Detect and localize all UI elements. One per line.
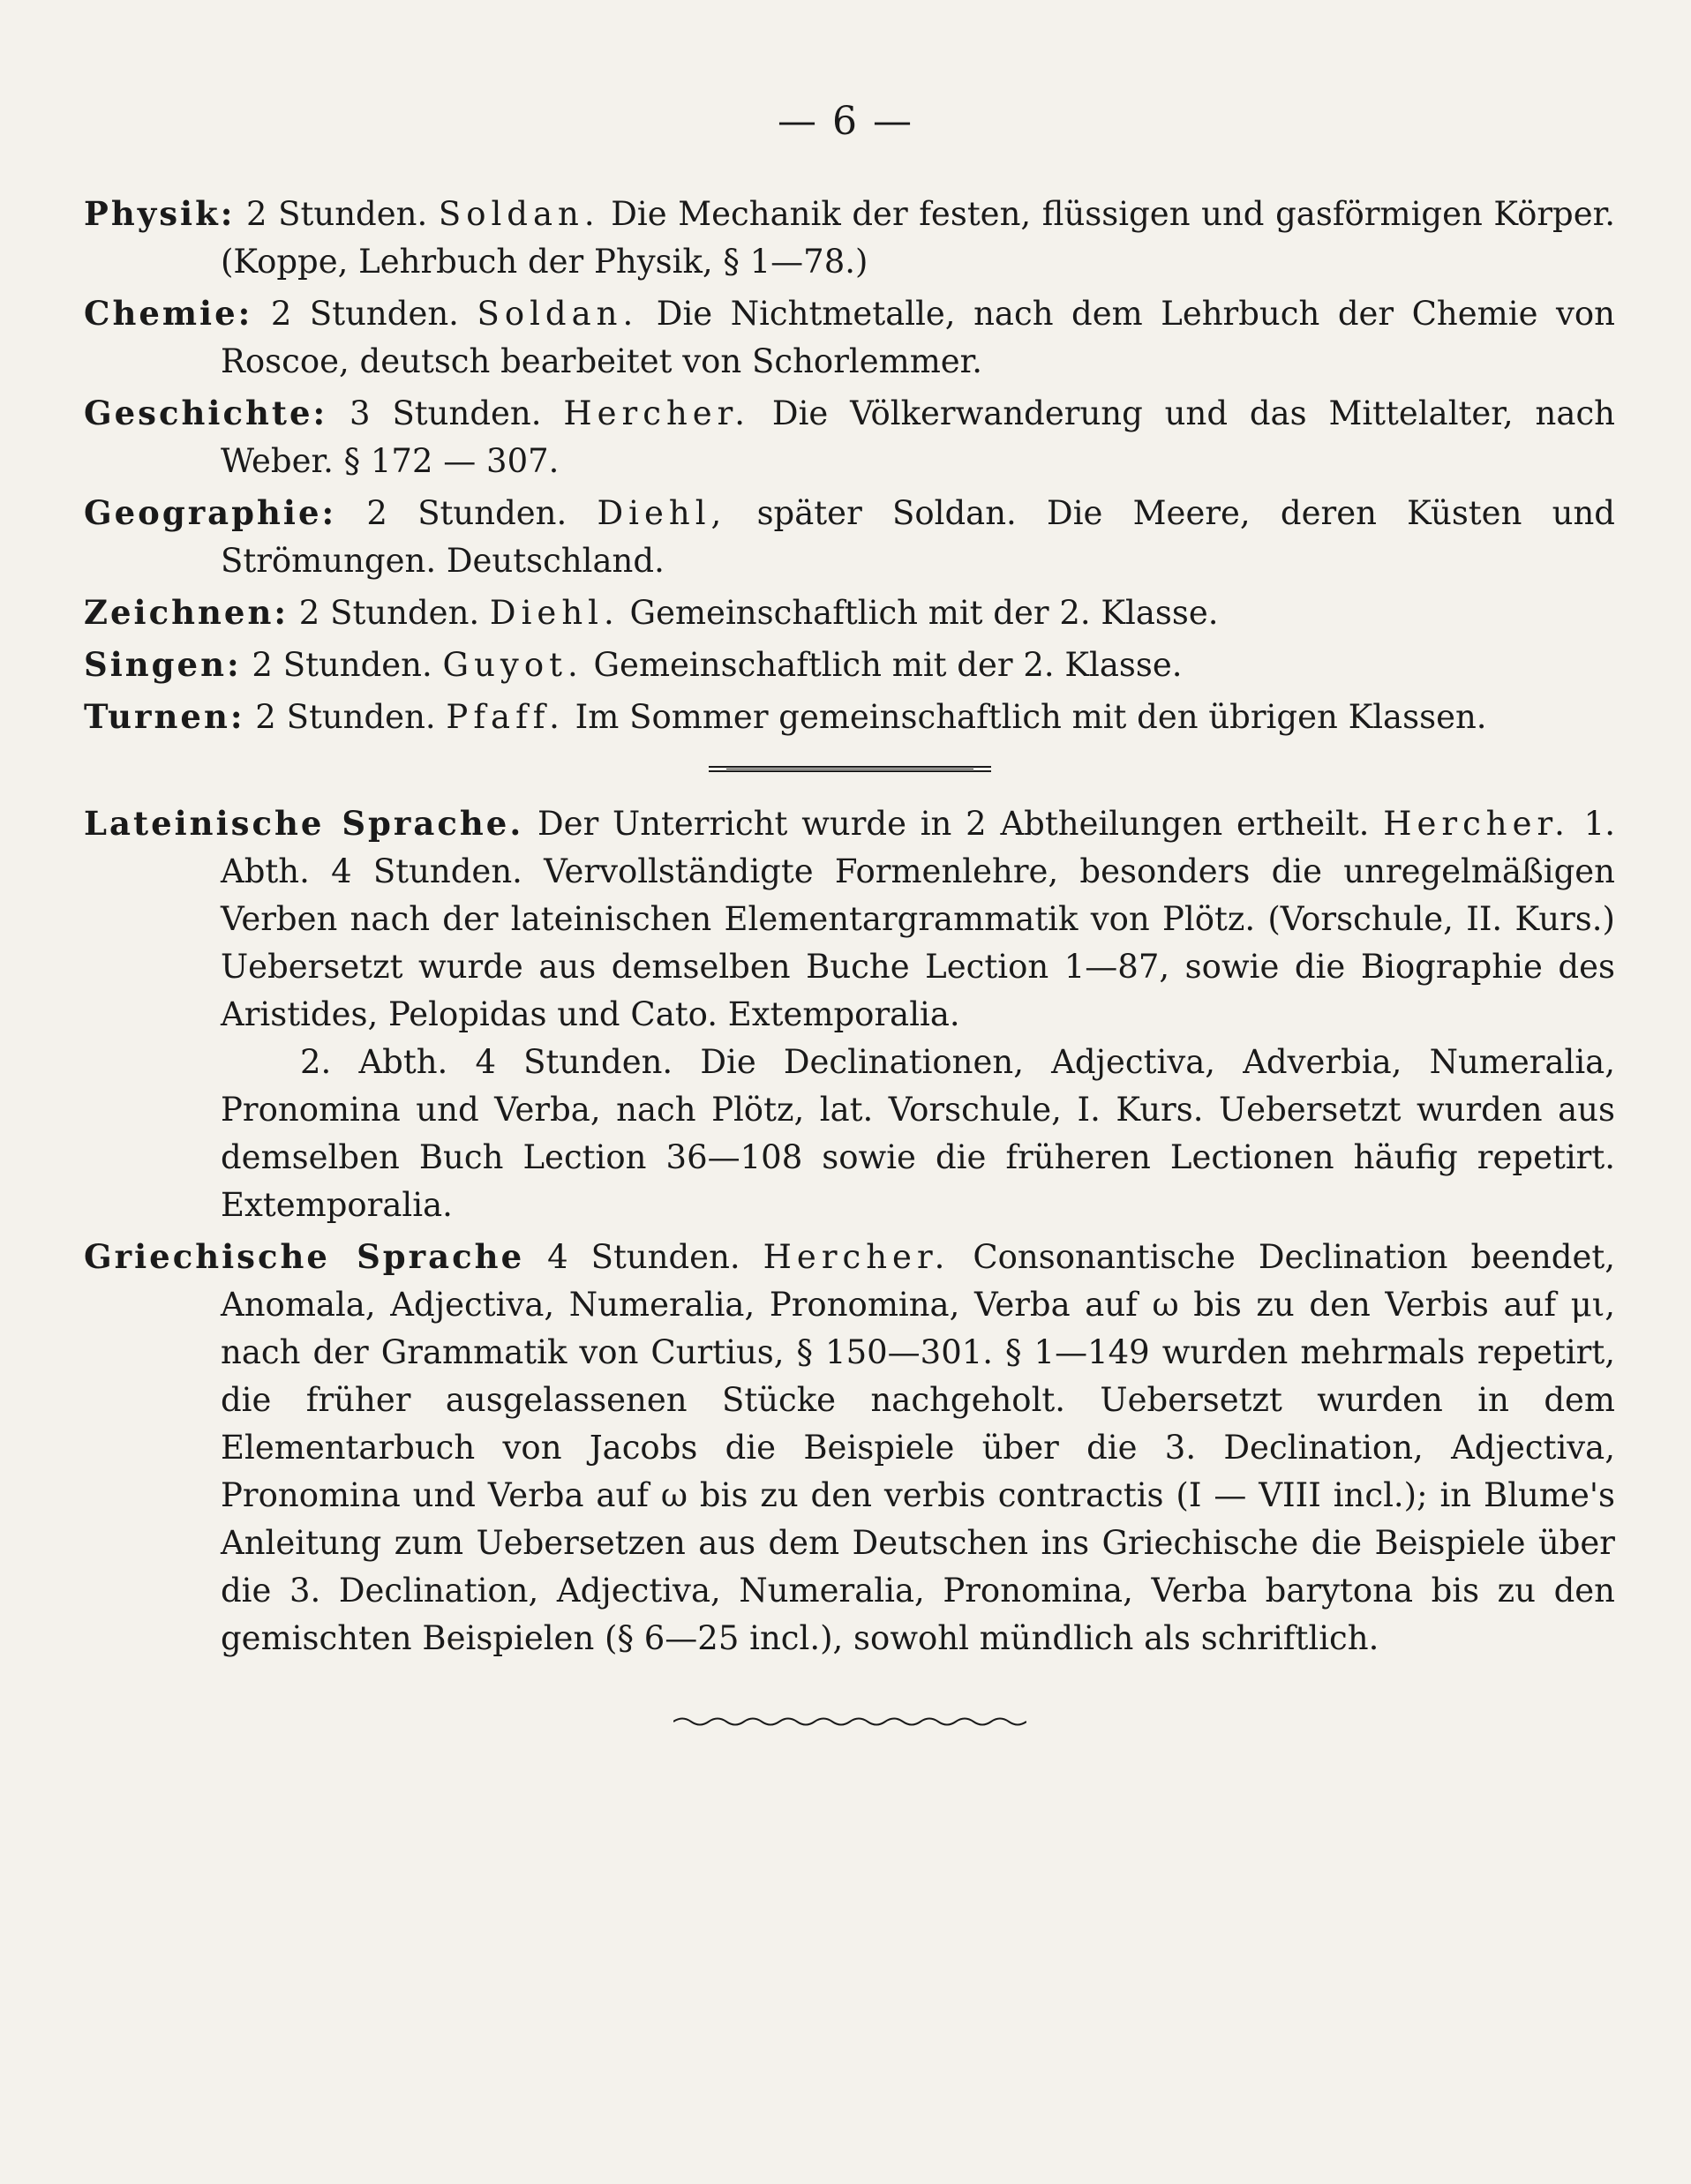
page-content [84, 190, 1615, 1730]
page-number: — 6 — [778, 99, 913, 144]
teacher-name: Hercher. [563, 394, 751, 432]
teacher-name: Diehl. [489, 594, 620, 632]
entry-text: später Soldan. Die Meere, deren Küsten und Strömungen. Deutschland. [221, 494, 1615, 580]
entry-text: Die Mechanik der festen, flüssigen und gasförmigen Körper. (Koppe, Lehrbuch der Physik, § 1—78.) [221, 195, 1616, 281]
subject-label: Geographie: [84, 493, 337, 532]
entry-zeichnen [84, 589, 1615, 637]
entry-text: Im Sommer gemeinschaftlich mit den übrigen Klassen. [564, 698, 1487, 736]
entry-text: Die Nichtmetalle, nach dem Lehrbuch der Chemie von Roscoe, deutsch bearbeitet von Schorlemmer. [221, 295, 1616, 380]
subject-label: Singen: [84, 645, 242, 684]
entry-intro: Der Unterricht wurde in 2 Abtheilungen ertheilt. [523, 805, 1384, 843]
entry-text: 1. Abth. 4 Stunden. Vervollständigte Formenlehre, besonders die unregelmäßigen Verben nach der lateinischen Elementargrammatik von Plötz. (Vorschule, II. Kurs.) Uebersetzt wurde aus demselben Buche Lection 1—87, sowie die Biographie des Aristides, Pelopidas und Cato. Extemporalia. [221, 805, 1615, 1033]
entry-hours: 2 Stunden. [235, 195, 439, 233]
wavy-divider [673, 1714, 1026, 1730]
teacher-name: Hercher. [1383, 805, 1570, 843]
teacher-name: Pfaff. [446, 698, 565, 736]
entry-singen [84, 641, 1615, 689]
teacher-name: Hercher. [763, 1238, 951, 1276]
entry-geographie [84, 489, 1615, 585]
wavy-rule-icon [673, 1714, 1026, 1730]
entry-chemie [84, 289, 1615, 386]
teacher-name: Soldan. [438, 195, 600, 233]
entry-text: Consonantische Declination beendet, Anomala, Adjectiva, Numeralia, Pronomina, Verba auf ω bis zu den Verbis auf μι, nach der Grammatik von Curtius, § 150—301. § 1—149 wurden mehrmals repetirt, die früher ausgelassenen Stücke nachgeholt. Uebersetzt wurden in dem Elementarbuch von Jacobs die Beispiele über die 3. Declination, Adjectiva, Pronomina und Verba auf ω bis zu den verbis contractis (I — VIII incl.); in Blume's Anleitung zum Uebersetzen aus dem Deutschen ins Griechische die Beispiele über die 3. Declination, Adjectiva, Numeralia, Pronomina, Verba barytona bis zu den gemischten Beispielen (§ 6—25 incl.), sowohl mündlich als schriftlich. [221, 1238, 1615, 1657]
subject-label: Zeichnen: [84, 593, 289, 632]
subject-label: Geschichte: [84, 394, 328, 432]
entry-hours: 4 Stunden. [524, 1238, 763, 1276]
entry-griechisch [84, 1233, 1615, 1662]
entry-hours: 2 Stunden. [336, 494, 597, 532]
entry-turnen [84, 693, 1615, 741]
teacher-name: Guyot. [442, 646, 583, 684]
entry-physik [84, 190, 1615, 286]
paragraph-text: 2. Abth. 4 Stunden. Die Declinationen, Adjectiva, Adverbia, Numeralia, Pronomina und Verba, nach Plötz, lat. Vorschule, I. Kurs. Uebersetzt wurden aus demselben Buch Lection 36—108 sowie die früheren Lectionen häufig repetirt. Extemporalia. [221, 1043, 1615, 1224]
entry-latein [84, 799, 1615, 1039]
teacher-name: Soldan. [477, 295, 639, 333]
subject-label: Lateinische Sprache. [84, 804, 524, 843]
divider-rule-icon [709, 761, 991, 777]
entry-hours: 3 Stunden. [327, 394, 564, 432]
entry-hours: 2 Stunden. [244, 698, 447, 736]
entry-hours: 2 Stunden. [289, 594, 490, 632]
subject-label: Chemie: [84, 294, 253, 333]
entry-hours: 2 Stunden. [241, 646, 443, 684]
subject-label: Turnen: [84, 697, 245, 736]
section-divider [709, 761, 991, 777]
teacher-name: Diehl, [597, 494, 727, 532]
entry-hours: 2 Stunden. [252, 295, 477, 333]
entry-geschichte [84, 389, 1615, 485]
latin-paragraph-2 [84, 1039, 1615, 1229]
subject-label: Griechische Sprache [84, 1237, 525, 1276]
entry-text: Gemeinschaftlich mit der 2. Klasse. [582, 646, 1183, 684]
subject-label: Physik: [84, 194, 236, 233]
entry-text: Gemeinschaftlich mit der 2. Klasse. [619, 594, 1219, 632]
entry-text: Die Völkerwanderung und das Mittelalter, nach Weber. § 172 — 307. [221, 394, 1615, 480]
